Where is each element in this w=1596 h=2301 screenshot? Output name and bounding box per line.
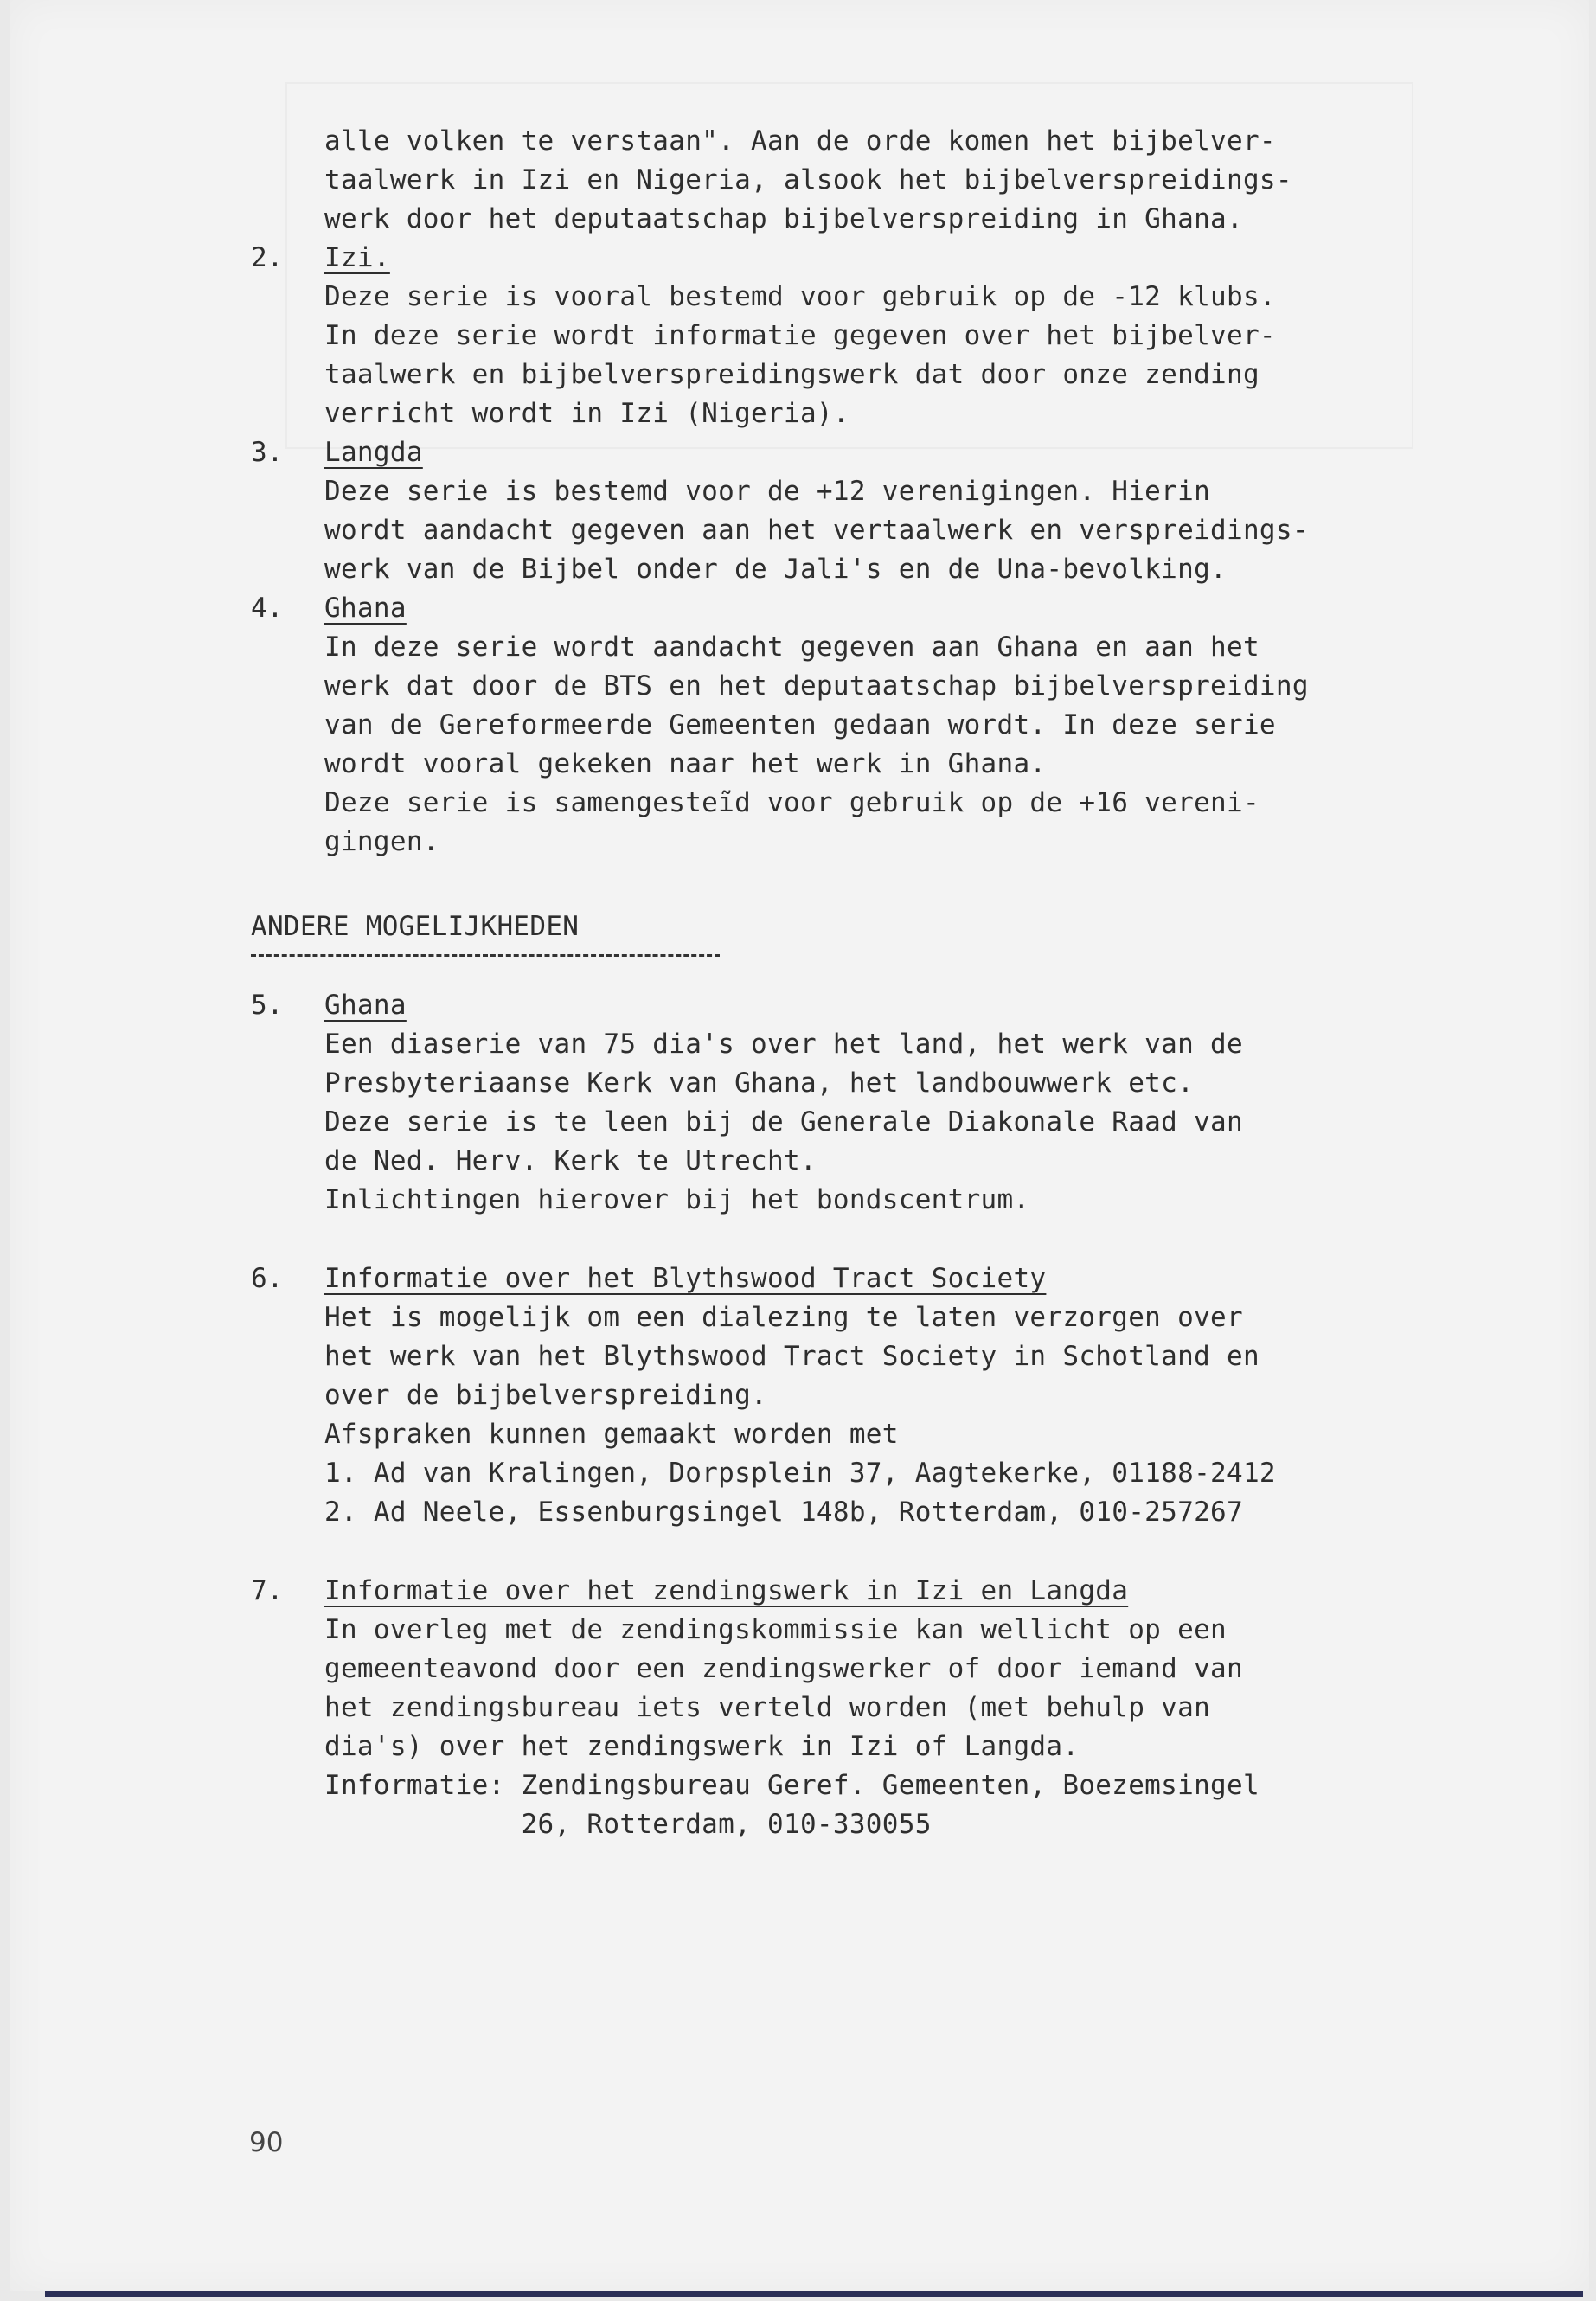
section-line: verricht wordt in Izi (Nigeria). (324, 398, 849, 429)
section-line: Inlichtingen hierover bij het bondscentrum. (324, 1184, 1030, 1215)
section-line: Een diaserie van 75 dia's over het land, het werk van de (324, 1029, 1243, 1060)
section-line: wordt vooral gekeken naar het werk in Ghana. (324, 748, 1047, 779)
intro-line: alle volken te verstaan". Aan de orde komen het bijbelver- (324, 125, 1276, 157)
section-number: 3. (251, 437, 284, 468)
section-line: In overleg met de zendingskommissie kan wellicht op een (324, 1614, 1227, 1645)
section-line: Deze serie is bestemd voor de +12 verenigingen. Hierin (324, 476, 1211, 507)
section-line: dia's) over het zendingswerk in Izi of Langda. (324, 1731, 1080, 1762)
bottom-border (45, 2291, 1583, 2297)
section-heading: ANDERE MOGELIJKHEDEN (251, 911, 580, 942)
section-line: gemeenteavond door een zendingswerker of door iemand van (324, 1653, 1243, 1684)
page-number: 90 (249, 2127, 284, 2158)
section-line: In deze serie wordt informatie gegeven over het bijbelver- (324, 320, 1276, 351)
section-title: Informatie over het Blythswood Tract Society (324, 1263, 1047, 1294)
section-title: Izi. (324, 242, 390, 273)
heading-dashed-rule (251, 954, 720, 957)
section-title: Ghana (324, 990, 407, 1021)
section-line: Afspraken kunnen gemaakt worden met (324, 1419, 899, 1450)
section-title: Ghana (324, 593, 407, 624)
intro-line: werk door het deputaatschap bijbelverspreiding in Ghana. (324, 203, 1243, 234)
section-line: over de bijbelverspreiding. (324, 1380, 768, 1411)
section-number: 5. (251, 990, 284, 1021)
section-line: Het is mogelijk om een dialezing te laten verzorgen over (324, 1302, 1243, 1333)
section-line: Informatie: Zendingsbureau Geref. Gemeenten, Boezemsingel (324, 1770, 1259, 1801)
section-line: Deze serie is te leen bij de Generale Diakonale Raad van (324, 1106, 1243, 1138)
section-line: de Ned. Herv. Kerk te Utrecht. (324, 1145, 817, 1176)
section-line: gingen. (324, 826, 439, 857)
section-title: Langda (324, 437, 423, 468)
intro-line: taalwerk in Izi en Nigeria, alsook het bijbelverspreidings- (324, 164, 1292, 195)
section-line: Presbyteriaanse Kerk van Ghana, het landbouwwerk etc. (324, 1067, 1195, 1099)
section-line: taalwerk en bijbelverspreidingswerk dat door onze zending (324, 359, 1259, 390)
section-line: werk dat door de BTS en het deputaatschap bijbelverspreiding (324, 670, 1309, 702)
section-number: 4. (251, 593, 284, 624)
section-line: werk van de Bijbel onder de Jali's en de Una-bevolking. (324, 554, 1227, 585)
section-line: het zendingsbureau iets verteld worden (met behulp van (324, 1692, 1211, 1723)
section-number: 2. (251, 242, 284, 273)
section-line: Deze serie is vooral bestemd voor gebruik op de -12 klubs. (324, 281, 1276, 312)
section-line: 1. Ad van Kralingen, Dorpsplein 37, Aagtekerke, 01188-2412 (324, 1458, 1276, 1489)
section-line: wordt aandacht gegeven aan het vertaalwerk en verspreidings- (324, 515, 1309, 546)
section-number: 7. (251, 1575, 284, 1606)
section-line: 2. Ad Neele, Essenburgsingel 148b, Rotterdam, 010-257267 (324, 1497, 1243, 1528)
section-line: het werk van het Blythswood Tract Society in Schotland en (324, 1341, 1259, 1372)
section-line: In deze serie wordt aandacht gegeven aan Ghana en aan het (324, 631, 1259, 663)
section-number: 6. (251, 1263, 284, 1294)
section-title: Informatie over het zendingswerk in Izi en Langda (324, 1575, 1129, 1606)
section-line: 26, Rotterdam, 010-330055 (324, 1809, 932, 1840)
section-line: Deze serie is samengesteĩd voor gebruik op de +16 vereni- (324, 787, 1259, 818)
section-line: van de Gereformeerde Gemeenten gedaan wordt. In deze serie (324, 709, 1276, 740)
